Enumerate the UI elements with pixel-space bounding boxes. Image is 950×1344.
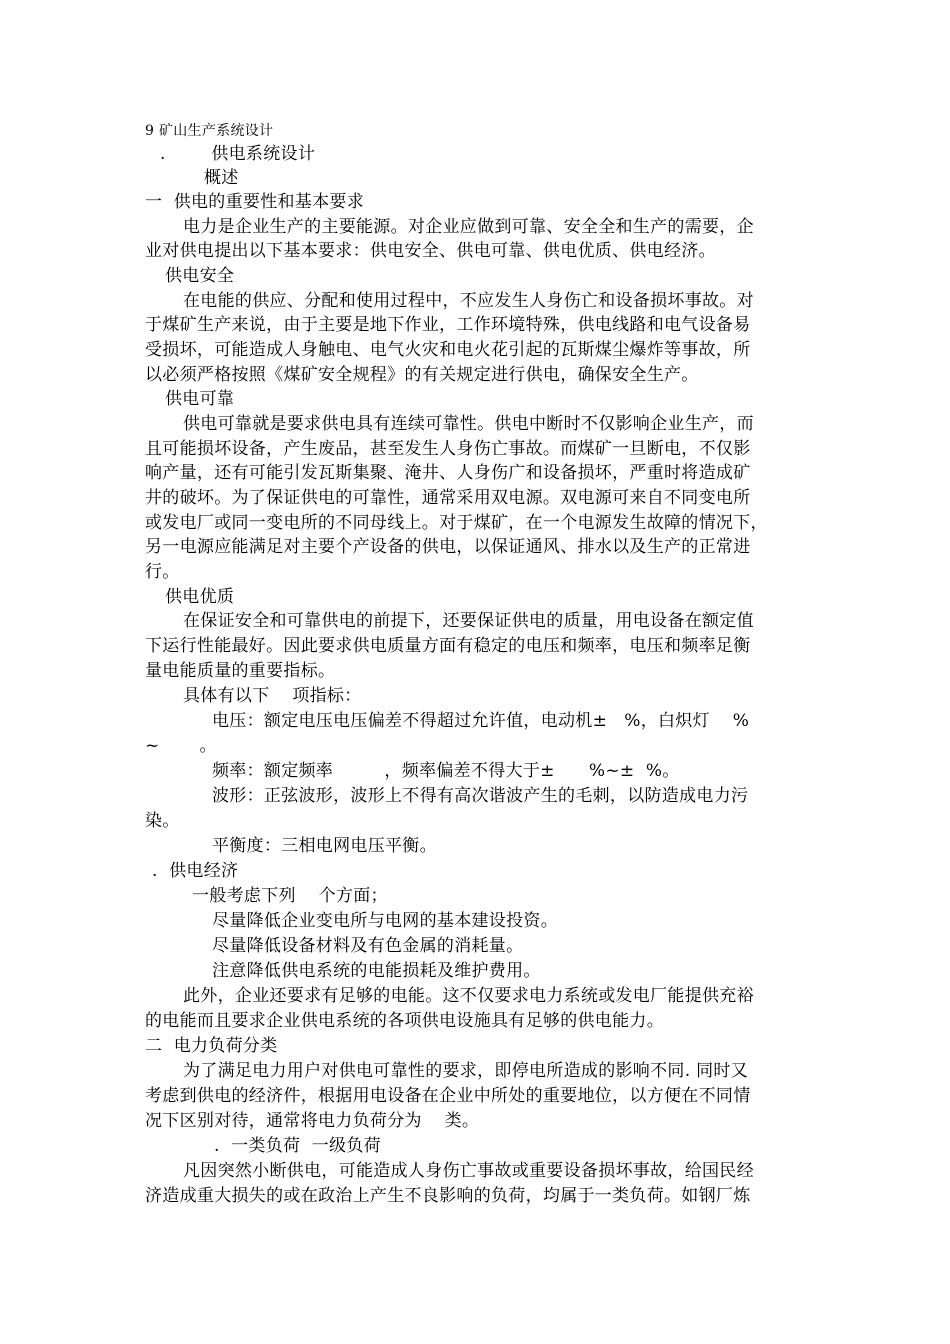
paragraph-line: 响产量，还有可能引发瓦斯集聚、淹井、人身伤广和设备损坏，严重时将造成矿 [145, 463, 751, 483]
list-item: 尽量降低设备材料及有色金属的消耗量。 [212, 936, 524, 956]
paragraph-line: 行。 [145, 562, 180, 582]
paragraph-line: 井的破坏。为了保证供电的可靠性，通常采用双电源。双电源可来自不同变电所 [145, 488, 751, 508]
paragraph-line: 在电能的供应、分配和使用过程中，不应发生人身伤亡和设备损坏事故。对 [183, 291, 754, 311]
paragraph-line: 另一电源应能满足对主要个产设备的供电，以保证通风、排水以及生产的正常进 [145, 537, 751, 557]
indicator-line: 染。 [145, 811, 180, 831]
paragraph-line: 或发电厂或同一变电所的不同母线上。对于煤矿，在一个电源发生故障的情况下， [145, 513, 768, 533]
paragraph-line: 的电能而且要求企业供电系统的各项供电设施具有足够的供电能力。 [145, 1011, 664, 1031]
paragraph-line: 且可能损坏设备，产生废品，甚至发生人身伤亡事故。而煤矿一旦断电，不仅影 [145, 439, 751, 459]
paragraph-line: 济造成重大损失的或在政治上产生不良影响的负荷，均属于一类负荷。如钢厂炼 [145, 1186, 751, 1206]
item-heading: 供电可靠 [165, 389, 235, 409]
paragraph-line: 下运行性能最好。因此要求供电质量方面有稳定的电压和频率，电压和频率足衡 [145, 636, 751, 656]
list-item: 注意降低供电系统的电能损耗及维护费用。 [212, 961, 541, 981]
paragraph-line: 量电能质量的重要指标。 [145, 661, 336, 681]
item-heading: . 一类负荷 一级负荷 [214, 1136, 381, 1156]
item-heading: . 供电经济 [152, 861, 239, 881]
paragraph-line: 此外，企业还要求有足够的电能。这不仅要求电力系统或发电厂能提供充裕 [183, 986, 754, 1006]
indicator-line: 波形：正弦波形，波形上不得有高次谐波产生的毛刺，以防造成电力污 [212, 786, 749, 806]
paragraph-line: 受损坏，可能造成人身触电、电气火灾和电火花引起的瓦斯煤尘爆炸等事故，所 [145, 340, 751, 360]
paragraph-line: 一般考虑下列 个方面； [192, 886, 388, 906]
subsection-heading: 概述 [204, 168, 239, 188]
paragraph-line: 业对供电提出以下基本要求：供电安全、供电可靠、供电优质、供电经济。 [145, 241, 716, 261]
paragraph-line: 凡因突然小断供电，可能造成人身伤亡事故或重要设备损坏事故，给国民经 [183, 1161, 754, 1181]
subsection-heading: 一 供电的重要性和基本要求 [145, 192, 365, 212]
indicator-line: ~ 。 [145, 736, 217, 756]
paragraph-line: 电力是企业生产的主要能源。对企业应做到可靠、安全全和生产的需要，企 [183, 217, 754, 237]
paragraph-line: 在保证安全和可靠供电的前提下，还要保证供电的质量，用电设备在额定值 [183, 611, 754, 631]
paragraph-line: 考虑到供电的经济件，根据用电设备在企业中所处的重要地位，以方便在不同情 [145, 1086, 751, 1106]
paragraph-line: 为了满足电力用户对供电可靠性的要求，即停电所造成的影响不同. 同时又 [183, 1061, 749, 1081]
indicator-line: 平衡度：三相电网电压平衡。 [212, 836, 437, 856]
paragraph-line: 具体有以下 项指标： [183, 686, 362, 706]
list-item: 尽量降低企业变电所与电网的基本建设投资。 [212, 911, 558, 931]
subsection-heading: 二 电力负荷分类 [145, 1036, 278, 1056]
section-heading: . 供电系统设计 [160, 144, 316, 164]
indicator-line: 频率：额定频率 ，频率偏差不得大于± %~± %。 [212, 761, 680, 781]
indicator-line: 电压：额定电压电压偏差不得超过允许值，电动机± %，白炽灯 % [212, 711, 750, 731]
paragraph-line: 以必须严格按照《煤矿安全规程》的有关规定进行供电，确保安全生产。 [145, 365, 699, 385]
item-heading: 供电优质 [165, 587, 235, 607]
chapter-title: 9 矿山生产系统设计 [145, 123, 274, 139]
paragraph-line: 供电可靠就是要求供电具有连续可靠性。供电中断时不仅影响企业生产，而 [183, 414, 754, 434]
paragraph-line: 况下区别对待，通常将电力负荷分为 类。 [145, 1111, 480, 1131]
paragraph-line: 于煤矿生产来说，由于主要是地下作业，工作环境特殊，供电线路和电气设备易 [145, 315, 751, 335]
item-heading: 供电安全 [165, 266, 235, 286]
